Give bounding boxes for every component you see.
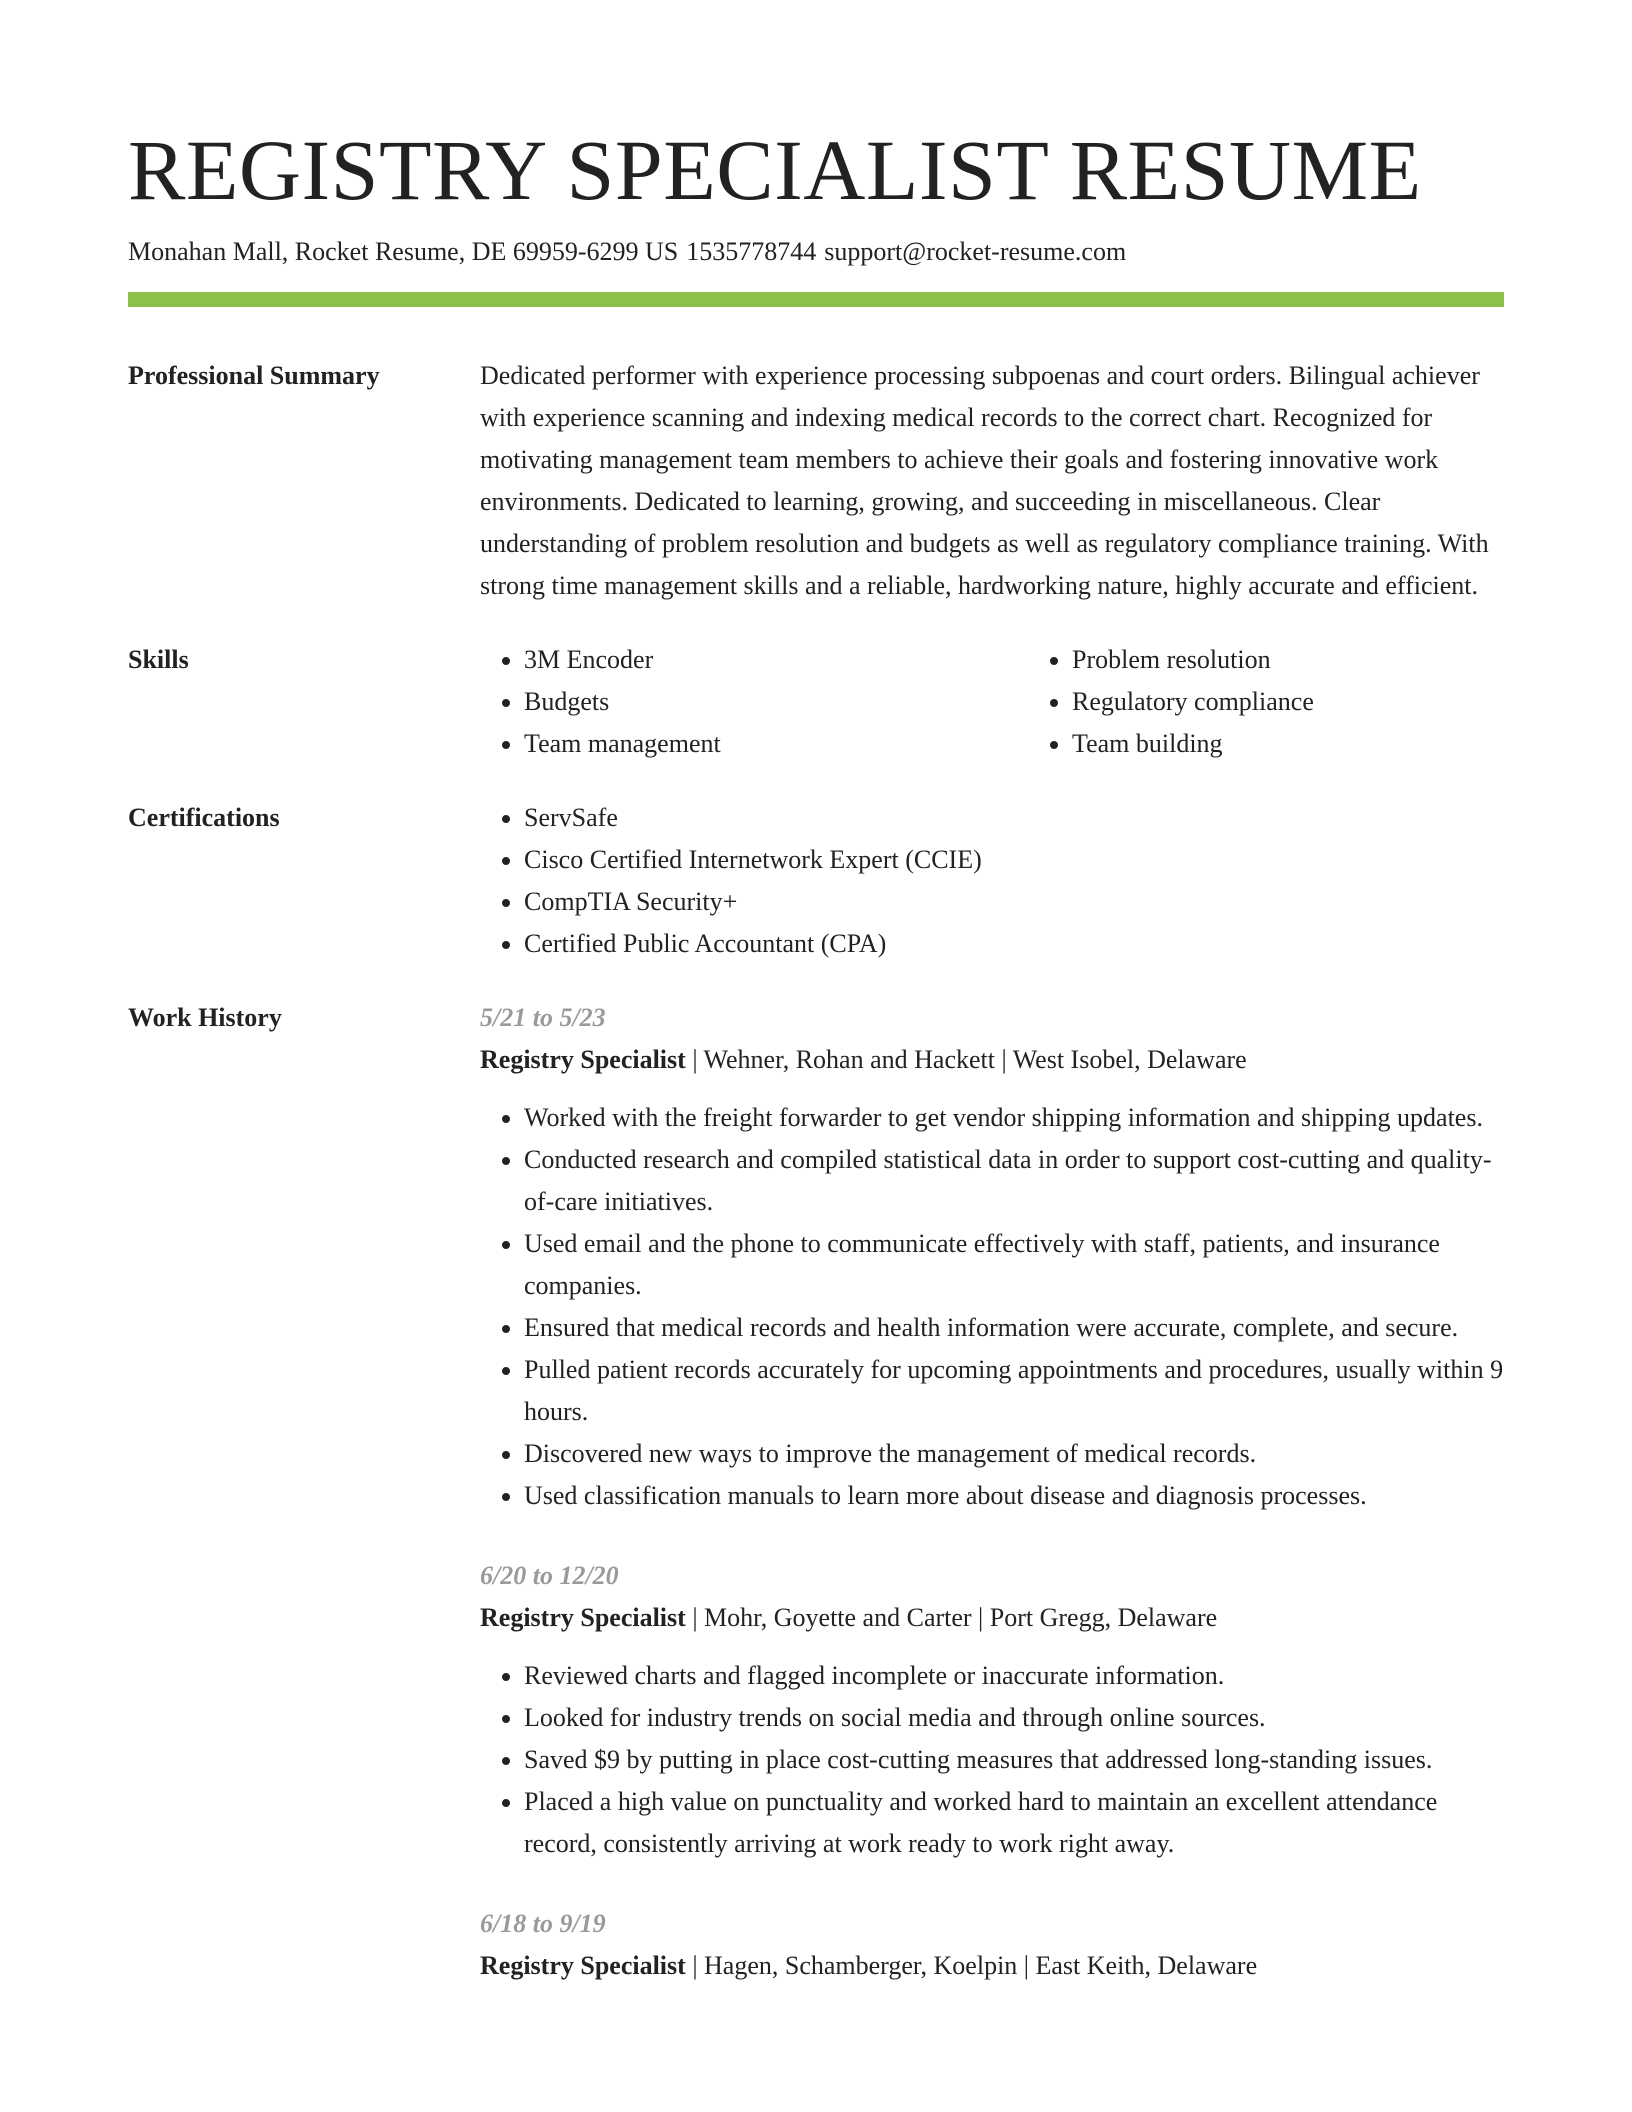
skill-item: • Budgets: [524, 681, 1028, 723]
certification-item: • CompTIA Security+: [524, 881, 1504, 923]
header-divider: [128, 292, 1504, 307]
job-duty: • Worked with the freight forwarder to get vendor shipping information and shipping updates.: [524, 1097, 1504, 1139]
job-entry: [480, 1903, 1504, 1987]
resume-title: REGISTRY SPECIALIST RESUME: [128, 122, 1422, 218]
contact-email: support@rocket-resume.com: [824, 237, 1127, 266]
certifications-body: [480, 797, 1504, 965]
summary-section: [128, 355, 1504, 607]
job-details: | Mohr, Goyette and Carter | Port Gregg, Delaware: [685, 1603, 1218, 1632]
contact-phone: 1535778744: [686, 237, 817, 266]
summary-text: Dedicated performer with experience processing subpoenas and court orders. Bilingual achiever with experience scanning and indexing medical records to the correct chart. Recognized for motivating management team members to achieve their goals and fostering innovative work environments. Dedicated to learning, growing, and succeeding in miscellaneous. Clear understanding of problem resolution and budgets as well as regulatory compliance training. With strong time management skills and a reliable, hardworking nature, highly accurate and efficient.: [480, 361, 1489, 600]
job-heading: [480, 1597, 1504, 1639]
skills-section: [128, 639, 1504, 765]
skill-item: • Team building: [1072, 723, 1576, 765]
job-dates: 6/18 to 9/19: [480, 1909, 606, 1938]
job-duty: • Used classification manuals to learn more about disease and diagnosis processes.: [524, 1475, 1504, 1517]
skill-item: • Regulatory compliance: [1072, 681, 1576, 723]
job-heading: [480, 1945, 1504, 1987]
certifications-list: [480, 797, 1504, 965]
work-history-section: [128, 997, 1504, 2003]
job-details: | Hagen, Schamberger, Koelpin | East Keith, Delaware: [685, 1951, 1258, 1980]
certification-item: • Certified Public Accountant (CPA): [524, 923, 1504, 965]
job-heading: [480, 1039, 1504, 1081]
job-duties: [480, 1097, 1504, 1517]
job-role: Registry Specialist: [480, 1045, 686, 1074]
certifications-heading: Certifications: [128, 803, 280, 832]
certifications-section: [128, 797, 1504, 965]
job-duty: • Saved $9 by putting in place cost-cutting measures that addressed long-standing issues.: [524, 1739, 1504, 1781]
job-duty: • Reviewed charts and flagged incomplete or inaccurate information.: [524, 1655, 1504, 1697]
resume-page: [128, 120, 1504, 2003]
summary-heading: Professional Summary: [128, 361, 380, 390]
job-role: Registry Specialist: [480, 1951, 686, 1980]
work-history-body: [480, 997, 1504, 2003]
job-dates: 6/20 to 12/20: [480, 1561, 619, 1590]
work-history-heading: Work History: [128, 1003, 282, 1032]
skill-item: • Problem resolution: [1072, 639, 1576, 681]
job-duty: • Used email and the phone to communicate effectively with staff, patients, and insurance companies.: [524, 1223, 1504, 1307]
contact-line: [128, 234, 1504, 270]
contact-address: Monahan Mall, Rocket Resume, DE 69959-6299 US: [128, 237, 679, 266]
job-duty: • Discovered new ways to improve the management of medical records.: [524, 1433, 1504, 1475]
job-entry: [480, 1555, 1504, 1865]
skills-list: [480, 639, 1576, 765]
job-role: Registry Specialist: [480, 1603, 686, 1632]
job-duty: • Looked for industry trends on social media and through online sources.: [524, 1697, 1504, 1739]
job-dates: 5/21 to 5/23: [480, 1003, 606, 1032]
skills-heading: Skills: [128, 645, 189, 674]
job-duty: • Placed a high value on punctuality and worked hard to maintain an excellent attendance record, consistently arriving at work ready to work right away.: [524, 1781, 1504, 1865]
skill-item: • Team management: [524, 723, 1028, 765]
job-duties: [480, 1655, 1504, 1865]
job-duty: • Pulled patient records accurately for upcoming appointments and procedures, usually within 9 hours.: [524, 1349, 1504, 1433]
skills-column-1: [480, 639, 1028, 765]
skill-item: • 3M Encoder: [524, 639, 1028, 681]
skills-column-2: [1028, 639, 1576, 765]
certification-item: • Cisco Certified Internetwork Expert (CCIE): [524, 839, 1504, 881]
job-details: | Wehner, Rohan and Hackett | West Isobel, Delaware: [685, 1045, 1247, 1074]
certification-item: • ServSafe: [524, 797, 1504, 839]
job-duty: • Ensured that medical records and health information were accurate, complete, and secure.: [524, 1307, 1504, 1349]
job-duty: • Conducted research and compiled statistical data in order to support cost-cutting and quality-of-care initiatives.: [524, 1139, 1504, 1223]
job-entry: [480, 997, 1504, 1517]
